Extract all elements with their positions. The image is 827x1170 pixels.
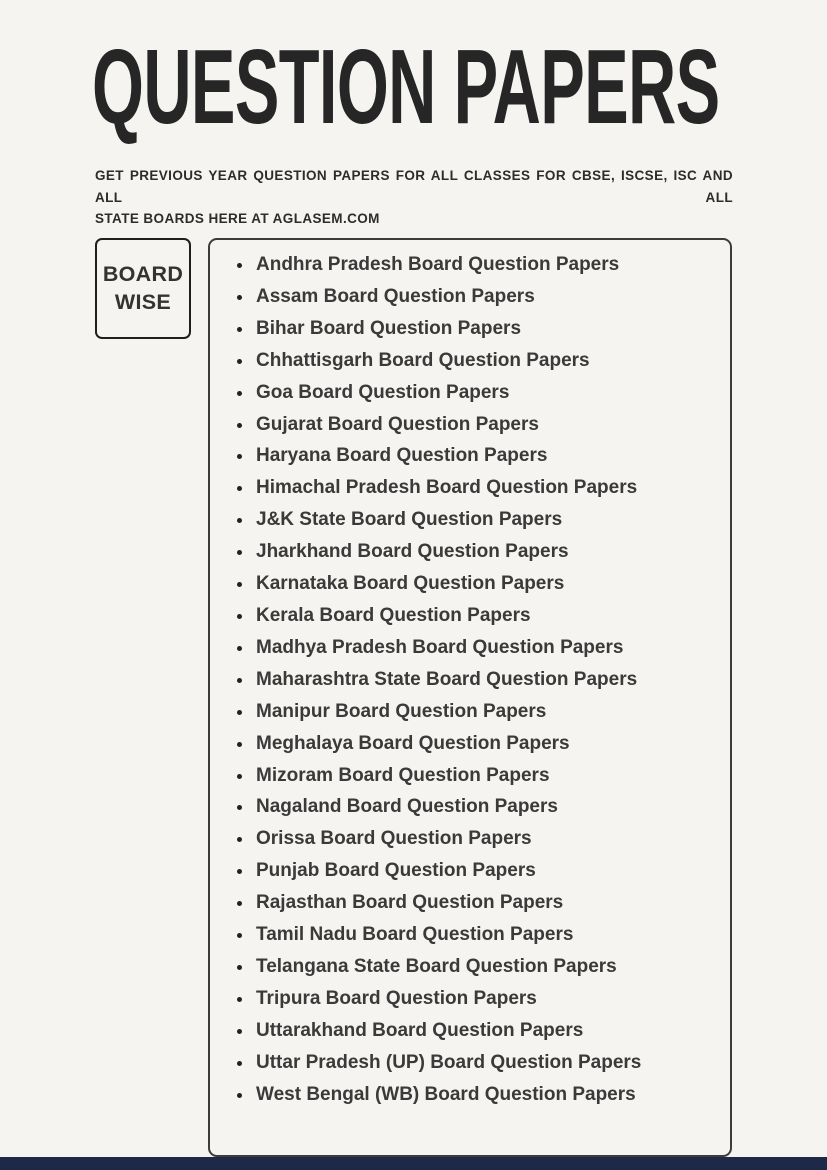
board-list-item[interactable]: • J&K State Board Question Papers (254, 504, 730, 536)
board-list-item[interactable]: • Haryana Board Question Papers (254, 440, 730, 472)
board-list-item[interactable]: • Himachal Pradesh Board Question Papers (254, 472, 730, 504)
board-list-item[interactable]: • Rajasthan Board Question Papers (254, 887, 730, 919)
board-list-item[interactable]: • Bihar Board Question Papers (254, 313, 730, 345)
board-list-item[interactable]: • Tamil Nadu Board Question Papers (254, 919, 730, 951)
board-list-item[interactable]: • Kerala Board Question Papers (254, 600, 730, 632)
board-list-item[interactable]: • Telangana State Board Question Papers (254, 951, 730, 983)
board-list-item[interactable]: • Assam Board Question Papers (254, 281, 730, 313)
subtitle-line-1: GET PREVIOUS YEAR QUESTION PAPERS FOR ALL CLASSES FOR CBSE, ISCSE, ISC AND ALL ALL (95, 168, 733, 205)
board-list (210, 249, 730, 1110)
board-list-item[interactable]: • Meghalaya Board Question Papers (254, 728, 730, 760)
board-list-item[interactable]: • Tripura Board Question Papers (254, 983, 730, 1015)
board-list-item[interactable]: • Mizoram Board Question Papers (254, 760, 730, 792)
board-list-item[interactable]: • Jharkhand Board Question Papers (254, 536, 730, 568)
subtitle-line-2: STATE BOARDS HERE AT AGLASEM.COM (95, 211, 380, 227)
board-list-item[interactable]: • Madhya Pradesh Board Question Papers (254, 632, 730, 664)
board-list-item[interactable]: • West Bengal (WB) Board Question Papers (254, 1079, 730, 1111)
board-list-item[interactable]: • Orissa Board Question Papers (254, 823, 730, 855)
board-list-item[interactable]: • Punjab Board Question Papers (254, 855, 730, 887)
board-list-item[interactable]: • Maharashtra State Board Question Papers (254, 664, 730, 696)
board-list-item[interactable]: • Uttarakhand Board Question Papers (254, 1015, 730, 1047)
board-list-item[interactable]: • Manipur Board Question Papers (254, 696, 730, 728)
footer-bar (0, 1157, 827, 1170)
board-list-item[interactable]: • Andhra Pradesh Board Question Papers (254, 249, 730, 281)
board-list-item[interactable]: • Karnataka Board Question Papers (254, 568, 730, 600)
page-subtitle (95, 165, 733, 230)
board-list-item[interactable]: • Uttar Pradesh (UP) Board Question Papers (254, 1047, 730, 1079)
board-list-item[interactable]: • Goa Board Question Papers (254, 377, 730, 409)
board-wise-badge: BOARD WISE (95, 238, 191, 339)
page-title: QUESTION PAPERS (92, 28, 720, 146)
board-list-panel (208, 238, 732, 1157)
board-list-item[interactable]: • Gujarat Board Question Papers (254, 409, 730, 441)
board-list-item[interactable]: • Chhattisgarh Board Question Papers (254, 345, 730, 377)
board-list-item[interactable]: • Nagaland Board Question Papers (254, 791, 730, 823)
